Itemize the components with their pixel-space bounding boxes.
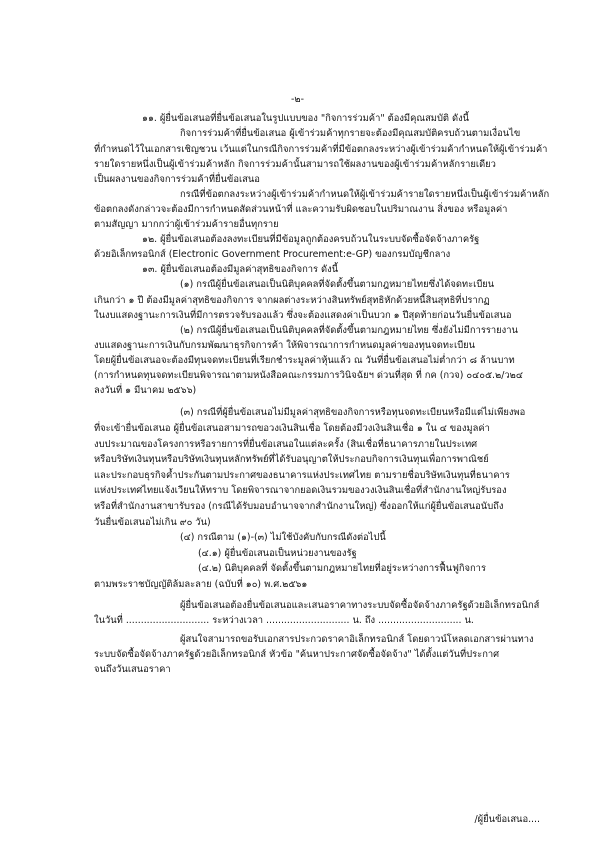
text-line: งบประมาณของโครงการหรือรายการที่ยื่นข้อเสนอในแต่ละครั้ง (สินเชื่อที่ธนาคารภายในประเทศ <box>94 438 478 450</box>
text-line: หรือที่สำนักงานสาขารับรอง (กรณีได้รับมอบอำนาจจากสำนักงานใหญ่) ซึ่งออกให้แก่ผู้ยื่นข้อเสนอนับถึง <box>94 501 504 512</box>
text-line: ผู้สนใจสามารถขอรับเอกสารประกวดราคาอิเล็กทรอนิกส์ โดยดาวน์โหลดเอกสารผ่านทาง <box>180 634 534 646</box>
text-line: ตามสัญญา มากกว่าผู้เข้าร่วมค้ารายอื่นทุกราย <box>94 218 279 230</box>
text-line: จนถึงวันเสนอราคา <box>94 664 171 676</box>
text-line: แห่งประเทศไทยแจ้งเวียนให้ทราบ โดยพิจารณาจากยอดเงินรวมของวงเงินสินเชื่อที่สำนักงานใหญ่รับรอง <box>94 485 507 497</box>
text-line: เกินกว่า ๑ ปี ต้องมีมูลค่าสุทธิของกิจการ จากผลต่างระหว่างสินทรัพย์สุทธิหักด้วยหนี้สินสุทธิที่ปรากฏ <box>94 294 490 306</box>
text-line: ตามพระราชบัญญัติล้มละลาย (ฉบับที่ ๑๐) พ.ศ.๒๕๖๑ <box>94 579 308 590</box>
text-line: ที่จะเข้ายื่นข้อเสนอ ผู้ยื่นข้อเสนอสามารถขอวงเงินสินเชื่อ โดยต้องมีวงเงินสินเชื่อ ๑ ใน ๔ ของมูลค่า <box>94 423 490 434</box>
text-line: (๓) กรณีที่ผู้ยื่นข้อเสนอไม่มีมูลค่าสุทธิของกิจการหรือทุนจดทะเบียนหรือมีแต่ไม่เพียงพอ <box>180 407 526 419</box>
text-line: ด้วยอิเล็กทรอนิกส์ (Electronic Government Procurement:e-GP) ของกรมบัญชีกลาง <box>94 248 451 260</box>
text-line: หรือบริษัทเงินทุนหรือบริษัทเงินทุนหลักทรัพย์ที่ได้รับอนุญาตให้ประกอบกิจการเงินทุนเพื่อการพาณิชย์ <box>94 454 489 466</box>
text-line: ๑๑. ผู้ยื่นข้อเสนอที่ยื่นข้อเสนอในรูปแบบของ "กิจการร่วมค้า" ต้องมีคุณสมบัติ ดังนี้ <box>142 113 470 124</box>
text-line: (๔.๑) ผู้ยื่นข้อเสนอเป็นหน่วยงานของรัฐ <box>198 547 357 559</box>
text-line: ๑๓. ผู้ยื่นข้อเสนอต้องมีมูลค่าสุทธิของกิจการ ดังนี้ <box>142 263 339 275</box>
text-line: (๔.๒) นิติบุคคลที่ จัดตั้งขึ้นตามกฎหมายไทยที่อยู่ระหว่างการฟื้นฟูกิจการ <box>198 563 486 575</box>
text-line: วันยื่นข้อเสนอไม่เกิน ๙๐ วัน) <box>94 516 211 528</box>
text-line: (การกำหนดทุนจดทะเบียนพิจารณาตามหนังสือคณะกรรมการวินิจฉัยฯ ด่วนที่สุด ที่ กค (กวจ) ๐๔๐๕.๒/ว๒๔ <box>94 370 523 382</box>
text-line: ระบบจัดซื้อจัดจ้างภาครัฐด้วยอิเล็กทรอนิกส์ หัวข้อ "ค้นหาประกาศจัดซื้อจัดจ้าง" ได้ตั้งแต่วันที่ประกาศ <box>94 649 500 661</box>
text-line: ๑๒. ผู้ยื่นข้อเสนอต้องลงทะเบียนที่มีข้อมูลถูกต้องครบถ้วนในระบบจัดซื้อจัดจ้างภาครัฐ <box>142 233 480 245</box>
text-line: ลงวันที่ ๑ มีนาคม ๒๕๖๖) <box>94 385 197 397</box>
text-line: (๑) กรณีผู้ยื่นข้อเสนอเป็นนิติบุคคลที่จัดตั้งขึ้นตามกฎหมายไทยซึ่งได้จดทะเบียน <box>180 279 495 291</box>
continuation-footer: /ผู้ยื่นข้อเสนอ.... <box>474 814 540 825</box>
text-line: งบแสดงฐานะการเงินกับกรมพัฒนาธุรกิจการค้า ให้พิจารณาการกำหนดมูลค่าของทุนจดทะเบียน <box>94 340 476 352</box>
text-line: ข้อตกลงดังกล่าวจะต้องมีการกำหนดสัดส่วนหน้าที่ และความรับผิดชอบในปริมาณงาน สิ่งของ หรือมูลค่า <box>94 203 508 215</box>
text-line: รายใดรายหนึ่งเป็นผู้เข้าร่วมค้าหลัก กิจการร่วมค้านั้นสามารถใช้ผลงานของผู้เข้าร่วมค้าหลักรายเดียว <box>94 158 496 170</box>
text-line: ที่กำหนดไว้ในเอกสารเชิญชวน เว้นแต่ในกรณีกิจการร่วมค้าที่มีข้อตกลงระหว่างผู้เข้าร่วมค้ากำหนดให้ผู้เข้าร่วมค้า <box>94 143 548 155</box>
text-line: ผู้ยื่นข้อเสนอต้องยื่นข้อเสนอและเสนอราคาทางระบบจัดซื้อจัดจ้างภาครัฐด้วยอิเล็กทรอนิกส์ <box>180 599 540 611</box>
text-line: โดยผู้ยื่นข้อเสนอจะต้องมีทุนจดทะเบียนที่เรียกชำระมูลค่าหุ้นแล้ว ณ วันที่ยื่นข้อเสนอไม่ต่ำกว่า ๘ ล้านบาท <box>94 355 515 367</box>
page-number: -๒- <box>291 94 304 105</box>
text-line: กิจการร่วมค้าที่ยื่นข้อเสนอ ผู้เข้าร่วมค้าทุกรายจะต้องมีคุณสมบัติครบถ้วนตามเงื่อนไข <box>180 128 521 139</box>
text-line: เป็นผลงานของกิจการร่วมค้าที่ยื่นข้อเสนอ <box>94 173 260 185</box>
text-line: กรณีที่ข้อตกลงระหว่างผู้เข้าร่วมค้ากำหนดให้ผู้เข้าร่วมค้ารายใดรายหนึ่งเป็นผู้เข้าร่วมค้าหลัก <box>180 188 550 200</box>
text-line: (๔) กรณีตาม (๑)-(๓) ไม่ใช้บังคับกับกรณีดังต่อไปนี้ <box>180 532 386 544</box>
text-line: ในงบแสดงฐานะการเงินที่มีการตรวจรับรองแล้ว ซึ่งจะต้องแสดงค่าเป็นบวก ๑ ปีสุดท้ายก่อนวันยื่นข้อเสนอ <box>94 310 512 322</box>
text-line: ในวันที่ ............................ ระหว่างเวลา ............................ น. ถึง ............................ น. <box>94 615 474 627</box>
text-line: (๒) กรณีผู้ยื่นข้อเสนอเป็นนิติบุคคลที่จัดตั้งขึ้นตามกฎหมายไทย ซึ่งยังไม่มีการรายงาน <box>180 325 518 337</box>
text-line: และประกอบธุรกิจค้ำประกันตามประกาศของธนาคารแห่งประเทศไทย ตามรายชื่อบริษัทเงินทุนที่ธนาคาร <box>94 469 510 481</box>
